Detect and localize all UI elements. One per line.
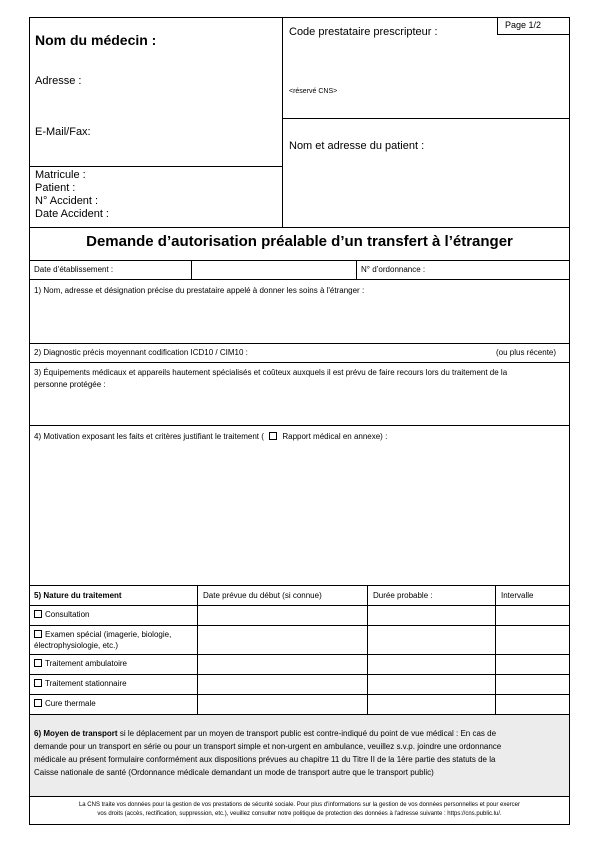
hline xyxy=(29,654,570,655)
special-exam-label-2: électrophysiologie, etc.) xyxy=(34,641,119,650)
table-row-special-exam xyxy=(34,629,171,651)
hline xyxy=(29,605,570,606)
hline xyxy=(29,425,570,426)
footer-line-2: vos droits (accès, rectification, suppression, etc.), veuillez consulter notre politique de protection des données à l'adresse suivante : https://cns.public.lu/. xyxy=(97,811,502,817)
hline xyxy=(29,796,570,797)
transport-line-3: médicale au présent formulaire conformément aux dispositions prévues au chapitre 11 du Titre II de la 1ère partie des statuts de la xyxy=(34,755,496,764)
establishment-date-label: Date d’établissement : xyxy=(34,265,114,274)
transport-line-4: Caisse nationale de santé (Ordonnance médicale demandant un mode de transport autre que le transport public) xyxy=(34,768,434,777)
footer-line-1: La CNS traite vos données pour la gestion de vos prestations de sécurité sociale. Pour plus d'informations sur la gestion de vos données personnelles et pour exercer xyxy=(78,802,521,808)
consultation-label: Consultation xyxy=(45,610,90,619)
vline xyxy=(191,260,192,279)
page-number: Page 1/2 xyxy=(505,20,542,30)
patient-name-address-label: Nom et adresse du patient : xyxy=(289,140,425,152)
transport-line-2: demande pour un transport en série ou pour un transport simple et non-urgent en ambulance, veuillez s.v.p. joindre une ordonnance xyxy=(34,742,502,751)
hline xyxy=(29,362,570,363)
treatment-nature-header: 5) Nature du traitement xyxy=(34,591,122,600)
table-row-ambulatory xyxy=(34,659,127,668)
email-fax-label: E-Mail/Fax: xyxy=(35,126,91,138)
inpatient-label: Traitement stationnaire xyxy=(45,679,127,688)
reserved-cns-note: <réservé CNS> xyxy=(289,88,338,95)
hline xyxy=(29,625,570,626)
vline xyxy=(197,585,198,714)
transport-title: 6) Moyen de transport xyxy=(34,729,118,738)
section-4-suffix: Rapport médical en annexe) : xyxy=(282,432,388,441)
hline xyxy=(29,260,570,261)
hline xyxy=(29,694,570,695)
vline xyxy=(495,585,496,714)
special-exam-checkbox[interactable] xyxy=(34,630,42,638)
hline xyxy=(282,118,570,119)
hline xyxy=(29,585,570,586)
transport-text xyxy=(34,727,566,779)
accident-date-label: Date Accident : xyxy=(35,208,109,220)
address-label: Adresse : xyxy=(35,75,82,87)
section-2-diagnosis: 2) Diagnostic précis moyennant codification ICD10 / CIM10 : xyxy=(34,348,248,357)
vline xyxy=(356,260,357,279)
transport-text-1: si le déplacement par un moyen de transport public est contre-indiqué du point de vue médical : En cas de xyxy=(119,729,497,738)
thermal-cure-label: Cure thermale xyxy=(45,699,96,708)
patient-label: Patient : xyxy=(35,182,76,194)
table-row-consultation xyxy=(34,610,89,619)
accident-number-label: N° Accident : xyxy=(35,195,99,207)
transport-line-1 xyxy=(34,727,566,740)
hline xyxy=(29,343,570,344)
medical-report-checkbox[interactable] xyxy=(269,432,277,440)
inpatient-checkbox[interactable] xyxy=(34,679,42,687)
section-3-equipment-line2: personne protégée : xyxy=(34,380,106,389)
consultation-checkbox[interactable] xyxy=(34,610,42,618)
section-3-equipment-line1: 3) Équipements médicaux et appareils hautement spécialisés et coûteux auxquels il est prévu de faire recours lors du traitement de la xyxy=(34,368,508,377)
doctor-name-label: Nom du médecin : xyxy=(35,32,157,48)
start-date-header: Date prévue du début (si connue) xyxy=(203,591,322,600)
hline xyxy=(29,227,570,228)
section-2-note: (ou plus récente) xyxy=(496,348,557,357)
special-exam-label: Examen spécial (imagerie, biologie, xyxy=(45,630,172,639)
form-title: Demande d’autorisation préalable d’un transfert à l’étranger xyxy=(86,233,513,250)
section-4-motivation xyxy=(34,432,387,441)
section-1-provider: 1) Nom, adresse et désignation précise du prestataire appelé à donner les soins à l'étranger : xyxy=(34,286,365,295)
table-row-thermal-cure xyxy=(34,699,96,708)
ambulatory-checkbox[interactable] xyxy=(34,659,42,667)
interval-header: Intervalle xyxy=(501,591,534,600)
prescription-number-label: N° d’ordonnance : xyxy=(361,265,426,274)
vline xyxy=(367,585,368,714)
matricule-label: Matricule : xyxy=(35,169,86,181)
section-4-prefix: 4) Motivation exposant les faits et critères justifiant le traitement ( xyxy=(34,432,264,441)
duration-header: Durée probable : xyxy=(373,591,433,600)
footer-privacy-notice xyxy=(29,801,570,819)
hline xyxy=(29,279,570,280)
header-divider xyxy=(282,17,283,227)
hline xyxy=(29,166,282,167)
thermal-cure-checkbox[interactable] xyxy=(34,699,42,707)
prescriber-code-label: Code prestataire prescripteur : xyxy=(289,26,438,38)
ambulatory-label: Traitement ambulatoire xyxy=(45,659,127,668)
hline xyxy=(29,674,570,675)
form-frame xyxy=(29,17,570,825)
table-row-inpatient xyxy=(34,679,127,688)
